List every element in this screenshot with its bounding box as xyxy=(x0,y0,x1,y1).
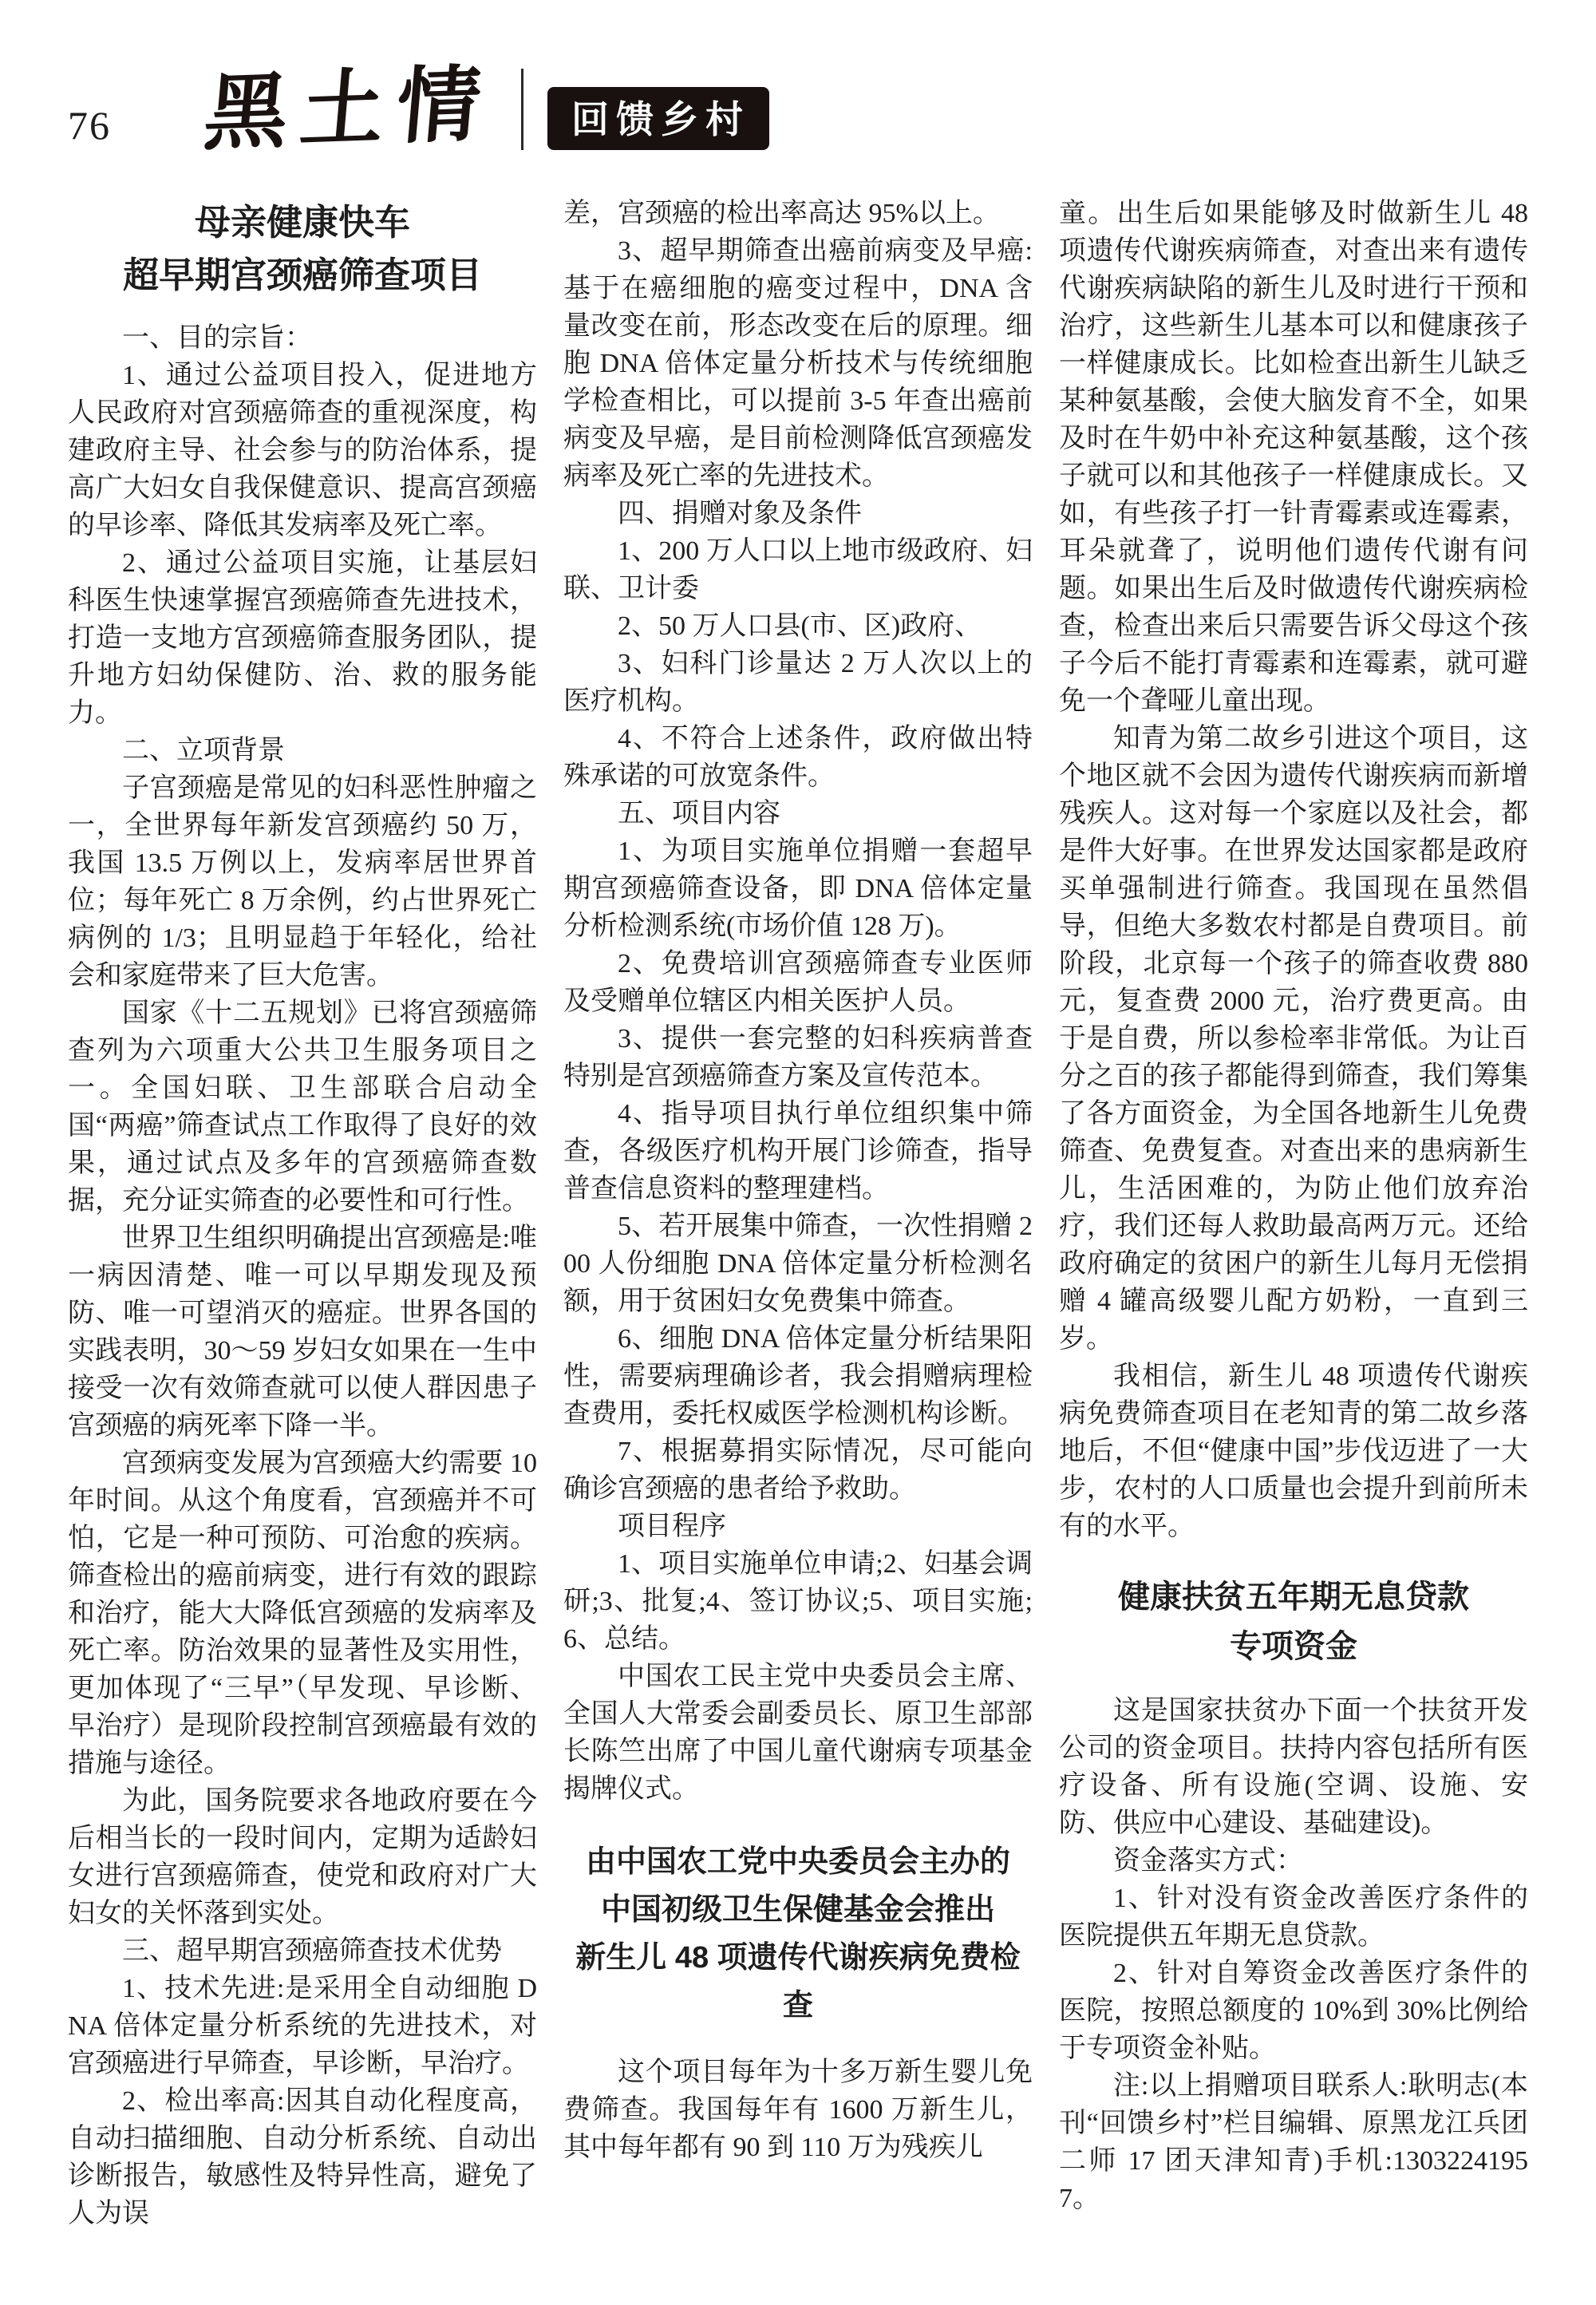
article-columns xyxy=(68,195,1528,2232)
paragraph: 子宫颈癌是常见的妇科恶性肿瘤之一，全世界每年新发宫颈癌约 50 万，我国 13.5 万例以上，发病率居世界首位；每年死亡 8 万余例，约占世界死亡病例的 1/3；且明显趋于年轻化，给社会和家庭带来了巨大危害。 xyxy=(68,773,537,990)
column-2 xyxy=(563,195,1033,2232)
section-heading: 项目程序 xyxy=(618,1512,726,1541)
column-3 xyxy=(1059,195,1528,2232)
paragraph: 6、细胞 DNA 倍体定量分析结果阳性，需要病理确诊者，我会捐赠病理检查费用，委托权威医学检测机构诊断。 xyxy=(563,1324,1033,1429)
paragraph: 3、超早期筛查出癌前病变及早癌:基于在癌细胞的癌变过程中，DNA 含量改变在前，形态改变在后的原理。细胞 DNA 倍体定量分析技术与传统细胞学检查相比，可以提前 3-5 年查出癌前病变及早癌，是目前检测降低宫颈癌发病率及死亡率的先进技术。 xyxy=(563,236,1033,491)
paragraph: 差，宫颈癌的检出率高达 95%以上。 xyxy=(563,199,1000,228)
paragraph: 宫颈病变发展为宫颈癌大约需要 10 年时间。从这个角度看，宫颈癌并不可怕，它是一种可预防、可治愈的疾病。筛查检出的癌前病变，进行有效的跟踪和治疗，能大大降低宫颈癌的发病率及死亡率。防治效果的显著性及实用性，更加体现了“三早”（早发现、早诊断、早治疗）是现阶段控制宫颈癌最有效的措施与途径。 xyxy=(68,1449,537,1778)
paragraph: 世界卫生组织明确提出宫颈癌是:唯一病因清楚、唯一可以早期发现及预防、唯一可望消灭的癌症。世界各国的实践表明，30～59 岁妇女如果在一生中接受一次有效筛查就可以使人群因患子宫颈癌的病死率下降一半。 xyxy=(68,1224,537,1441)
column-badge: 回馈乡村 xyxy=(547,87,769,150)
paragraph: 3、妇科门诊量达 2 万人次以上的医疗机构。 xyxy=(563,649,1033,716)
paragraph: 童。出生后如果能够及时做新生儿 48 项遗传代谢疾病筛查，对查出来有遗传代谢疾病缺陷的新生儿及时进行干预和治疗，这些新生儿基本可以和健康孩子一样健康成长。比如检查出新生儿缺乏某种氨基酸，会使大脑发育不全，如果及时在牛奶中补充这种氨基酸，这个孩子就可以和其他孩子一样健康成长。又如，有些孩子打一针青霉素或连霉素，耳朵就聋了，说明他们遗传代谢有问题。如果出生后及时做遗传代谢疾病检查，检查出来后只需要告诉父母这个孩子今后不能打青霉素和连霉素，就可避免一个聋哑儿童出现。 xyxy=(1059,199,1528,716)
section-heading: 二、立项背景 xyxy=(122,736,285,765)
section-heading: 三、超早期宫颈癌筛查技术优势 xyxy=(122,1936,502,1966)
page-number: 76 xyxy=(68,103,111,148)
paragraph: 2、针对自筹资金改善医疗条件的医院，按照总额度的 10%到 30%比例给于专项资金补贴。 xyxy=(1059,1959,1528,2063)
page-header xyxy=(68,46,1528,161)
paragraph: 4、不符合上述条件，政府做出特殊承诺的可放宽条件。 xyxy=(563,724,1033,791)
section-heading: 四、捐赠对象及条件 xyxy=(618,499,862,528)
contact-note: 注:以上捐赠项目联系人:耿明志(本刊“回馈乡村”栏目编辑、原黑龙江兵团二师 17 团天津知青)手机:13032241957。 xyxy=(1059,2071,1528,2213)
paragraph: 1、通过公益项目投入，促进地方人民政府对宫颈癌筛查的重视深度，构建政府主导、社会参与的防治体系，提高广大妇女自我保健意识、提高宫颈癌的早诊率、降低其发病率及死亡率。 xyxy=(68,361,537,540)
paragraph: 知青为第二故乡引进这个项目，这个地区就不会因为遗传代谢疾病而新增残疾人。这对每一个家庭以及社会，都是件大好事。在世界发达国家都是政府买单强制进行筛查。我国现在虽然倡导，但绝大多数农村都是自费项目。前阶段，北京每一个孩子的筛查收费 880 元，复查费 2000 元，治疗费更高。由于是自费，所以参检率非常低。为让百分之百的孩子都能得到筛查，我们筹集了各方面资金，为全国各地新生儿免费筛查、免费复查。对查出来的患病新生儿，生活困难的，为防止他们放弃治疗，我们还每人救助最高两万元。还给政府确定的贫困户的新生儿每月无偿捐赠 4 罐高级婴儿配方奶粉，一直到三岁。 xyxy=(1059,724,1528,1354)
article2-title-line2: 中国初级卫生保健基金会推出 xyxy=(600,1893,995,1927)
article1-title-line1: 母亲健康快车 xyxy=(194,203,410,243)
article3-title-line2: 专项资金 xyxy=(1230,1629,1357,1664)
header-divider xyxy=(521,69,523,150)
paragraph: 3、提供一套完整的妇科疾病普查特别是宫颈癌筛查方案及宣传范本。 xyxy=(563,1024,1033,1091)
paragraph: 这个项目每年为十多万新生婴儿免费筛查。我国每年有 1600 万新生儿，其中每年都有 90 到 110 万为残疾儿 xyxy=(563,2058,1033,2162)
article1-title xyxy=(68,196,537,302)
section-heading: 一、目的宗旨： xyxy=(122,323,312,353)
paragraph: 国家《十二五规划》已将宫颈癌筛查列为六项重大公共卫生服务项目之一。全国妇联、卫生部联合启动全国“两癌”筛查试点工作取得了良好的效果，通过试点及多年的宫颈癌筛查数据，充分证实筛查的必要性和可行性。 xyxy=(68,998,537,1216)
section-heading: 五、项目内容 xyxy=(618,799,780,828)
article2-title xyxy=(563,1838,1033,2030)
paragraph: 这是国家扶贫办下面一个扶贫开发公司的资金项目。扶持内容包括所有医疗设备、所有设施(空调、设施、安防、供应中心建设、基础建设)。 xyxy=(1059,1696,1528,1838)
paragraph: 1、200 万人口以上地市级政府、妇联、卫计委 xyxy=(563,536,1033,603)
paragraph: 2、免费培训宫颈癌筛查专业医师及受赠单位辖区内相关医护人员。 xyxy=(563,949,1033,1016)
paragraph: 中国农工民主党中央委员会主席、全国人大常委会副委员长、原卫生部部长陈竺出席了中国儿童代谢病专项基金揭牌仪式。 xyxy=(563,1662,1033,1804)
paragraph: 4、指导项目执行单位组织集中筛查，各级医疗机构开展门诊筛查，指导普查信息资料的整理建档。 xyxy=(563,1099,1033,1204)
paragraph: 1、针对没有资金改善医疗条件的医院提供五年期无息贷款。 xyxy=(1059,1884,1528,1951)
magazine-logo: 黑土情 xyxy=(200,58,497,161)
paragraph: 2、通过公益项目实施，让基层妇科医生快速掌握宫颈癌筛查先进技术，打造一支地方宫颈癌筛查服务团队，提升地方妇幼保健防、治、救的服务能力。 xyxy=(68,548,537,728)
paragraph: 我相信，新生儿 48 项遗传代谢疾病免费筛查项目在老知青的第二故乡落地后，不但“健康中国”步伐迈进了一大步，农村的人口质量也会提升到前所未有的水平。 xyxy=(1059,1362,1528,1541)
article3-title xyxy=(1059,1572,1528,1671)
paragraph: 5、若开展集中筛查，一次性捐赠 200 人份细胞 DNA 倍体定量分析检测名额，用于贫困妇女免费集中筛查。 xyxy=(563,1212,1033,1316)
column-1 xyxy=(68,195,537,2232)
section-heading: 资金落实方式： xyxy=(1113,1846,1303,1876)
article3-title-line1: 健康扶贫五年期无息贷款 xyxy=(1118,1579,1469,1615)
article2-title-line1: 由中国农工党中央委员会主办的 xyxy=(585,1845,1010,1879)
article2-title-line3: 新生儿 48 项遗传代谢疾病免费检查 xyxy=(575,1941,1021,2022)
paragraph: 1、为项目实施单位捐赠一套超早期宫颈癌筛查设备，即 DNA 倍体定量分析检测系统(市场价值 128 万)。 xyxy=(563,836,1033,941)
paragraph: 7、根据募捐实际情况，尽可能向确诊宫颈癌的患者给予救助。 xyxy=(563,1437,1033,1504)
paragraph: 为此，国务院要求各地政府要在今后相当长的一段时间内，定期为适龄妇女进行宫颈癌筛查，使党和政府对广大妇女的关怀落到实处。 xyxy=(68,1786,537,1928)
paragraph: 1、技术先进:是采用全自动细胞 DNA 倍体定量分析系统的先进技术，对宫颈癌进行早筛查，早诊断，早治疗。 xyxy=(68,1974,537,2078)
article1-title-line2: 超早期宫颈癌筛查项目 xyxy=(122,255,482,295)
paragraph: 1、项目实施单位申请;2、妇基会调研;3、批复;4、签订协议;5、项目实施;6、总结。 xyxy=(563,1549,1033,1654)
paragraph: 2、检出率高:因其自动化程度高，自动扫描细胞、自动分析系统、自动出诊断报告，敏感性及特异性高，避免了人为误 xyxy=(68,2086,537,2228)
paragraph: 2、50 万人口县(市、区)政府、 xyxy=(618,611,982,641)
